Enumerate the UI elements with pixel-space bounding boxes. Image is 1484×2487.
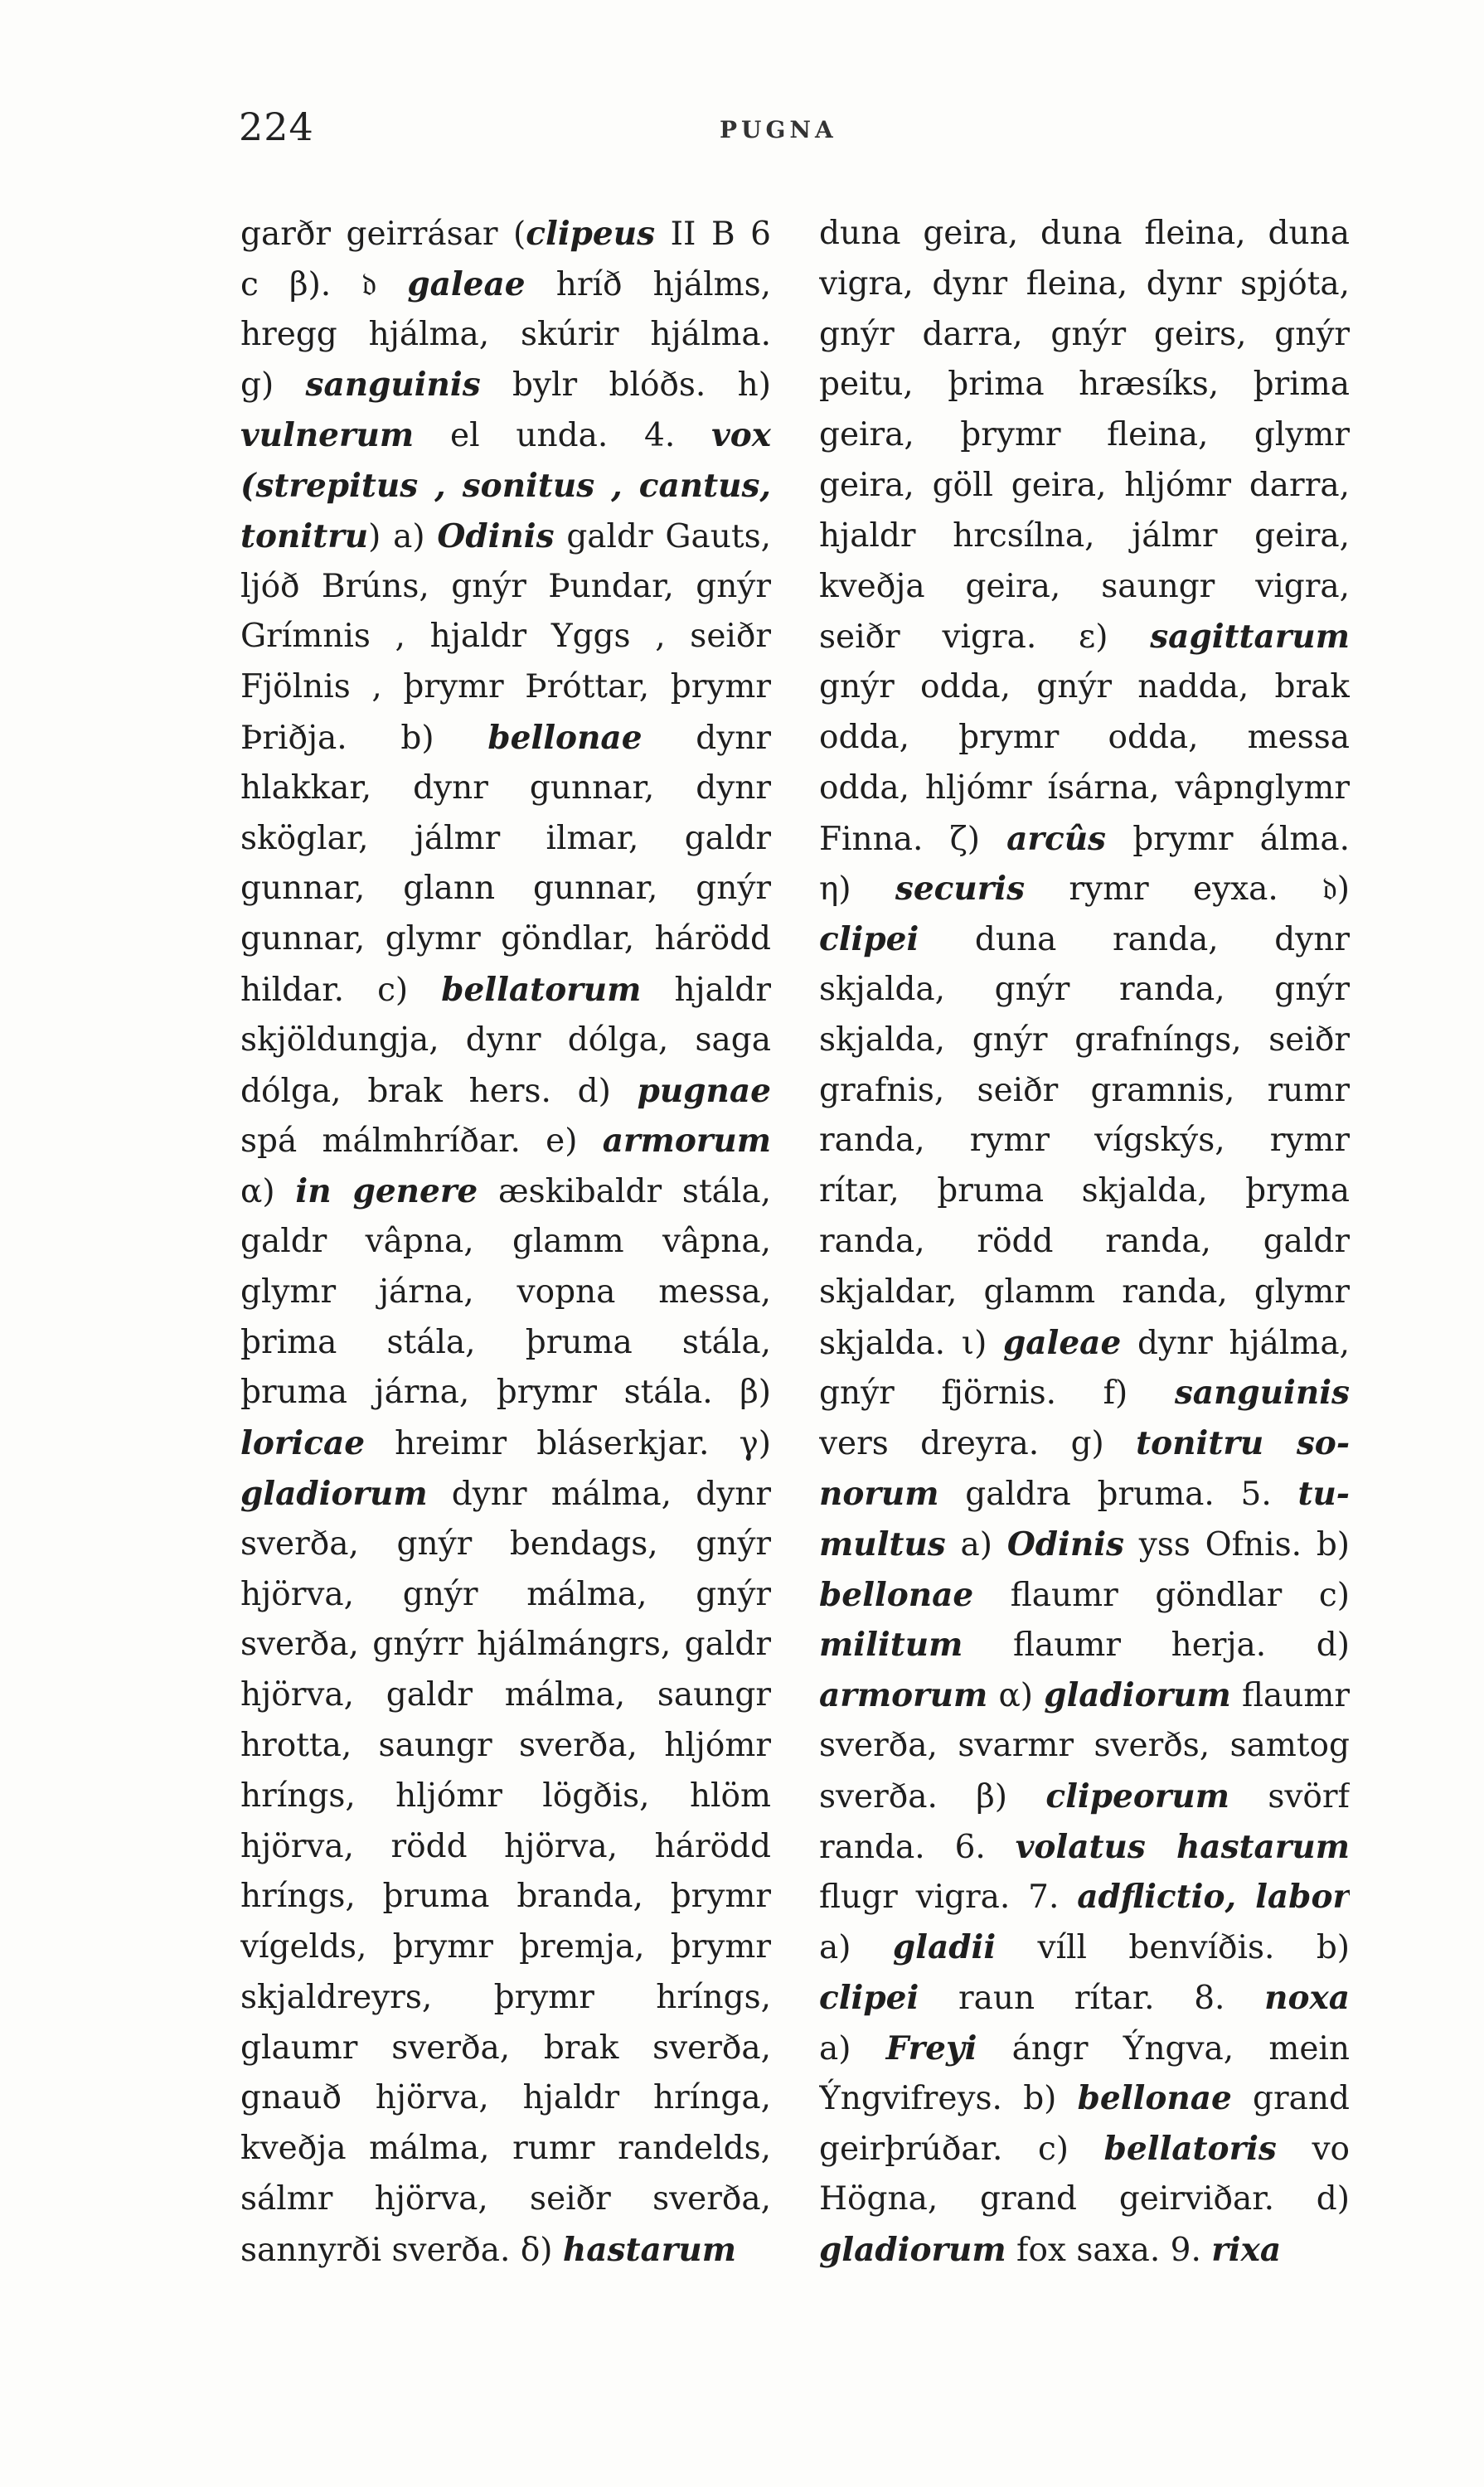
norse-text: vo bbox=[1276, 2131, 1350, 2169]
text-line bbox=[819, 1368, 1350, 1418]
norse-text: duna geira, duna fleina, duna bbox=[819, 215, 1350, 252]
text-line bbox=[819, 965, 1350, 1016]
norse-text: sverða. β) bbox=[819, 1777, 1046, 1816]
text-line bbox=[819, 1469, 1350, 1520]
norse-text: raun rítar. 8. bbox=[919, 1979, 1265, 2017]
norse-text: geira, þrymr fleina, glymr bbox=[819, 416, 1350, 454]
text-line bbox=[240, 1822, 771, 1873]
text-line bbox=[819, 914, 1350, 965]
norse-text: spá málmhríðar. e) bbox=[240, 1122, 603, 1161]
text-line bbox=[240, 713, 771, 764]
norse-text: þrima stála, þruma stála, bbox=[240, 1323, 771, 1361]
latin-term: in genere bbox=[295, 1172, 478, 1211]
norse-text: ) a) bbox=[368, 517, 438, 555]
norse-text: sverða, svarmr sverðs, samtog bbox=[819, 1726, 1350, 1764]
text-line bbox=[819, 1570, 1350, 1621]
text-line bbox=[240, 562, 771, 613]
norse-text: grafnis, seiðr gramnis, rumr bbox=[819, 1071, 1350, 1109]
latin-term: Odinis bbox=[437, 516, 555, 555]
text-line bbox=[240, 1922, 771, 1973]
text-line bbox=[819, 209, 1350, 259]
norse-text: skjalda. ι) bbox=[819, 1324, 1003, 1362]
norse-text: dynr málma, dynr bbox=[427, 1475, 771, 1513]
norse-text: randa, rödd randa, galdr bbox=[819, 1222, 1350, 1260]
latin-term: clipeorum bbox=[1045, 1777, 1230, 1816]
text-line bbox=[240, 259, 771, 310]
latin-term: gladiorum bbox=[240, 1474, 428, 1513]
latin-term: clipeus bbox=[526, 215, 656, 253]
norse-text: Fjölnis , þrymr Þróttar, þrymr bbox=[240, 668, 771, 706]
latin-term: multus bbox=[819, 1525, 946, 1563]
norse-text: η) bbox=[819, 870, 895, 909]
norse-text: sálmr hjörva, seiðr sverða, bbox=[240, 2180, 771, 2218]
latin-term: militum bbox=[819, 1626, 963, 1665]
text-line bbox=[819, 1520, 1350, 1570]
text-line bbox=[819, 562, 1350, 613]
norse-text: vígelds, þrymr þremja, þrymr bbox=[240, 1928, 771, 1966]
text-line bbox=[819, 2124, 1350, 2174]
latin-term: bellonae bbox=[1077, 2079, 1232, 2118]
latin-term: loricae bbox=[240, 1424, 366, 1463]
norse-text: Þriðja. b) bbox=[240, 719, 488, 757]
text-line bbox=[819, 2024, 1350, 2074]
latin-term: sanguinis bbox=[305, 366, 481, 405]
norse-text: glymr járna, vopna messa, bbox=[240, 1273, 771, 1311]
text-line bbox=[240, 1620, 771, 1670]
text-line bbox=[819, 1721, 1350, 1772]
text-line bbox=[819, 1217, 1350, 1268]
latin-term: gladii bbox=[892, 1928, 997, 1967]
running-head: PUGNA bbox=[720, 116, 837, 143]
text-line bbox=[819, 1973, 1350, 2024]
text-line bbox=[240, 511, 771, 562]
latin-term: securis bbox=[895, 870, 1026, 909]
text-line bbox=[819, 1066, 1350, 1117]
latin-term: rixa bbox=[1211, 2230, 1282, 2269]
norse-text: kveðja málma, rumr randelds, bbox=[240, 2130, 771, 2168]
text-line bbox=[819, 310, 1350, 361]
norse-text: rítar, þruma skjalda, þryma bbox=[819, 1172, 1350, 1210]
norse-text: yss Ofnis. b) bbox=[1124, 1525, 1350, 1563]
norse-text: gnýr odda, gnýr nadda, brak bbox=[819, 668, 1350, 706]
norse-text: sverða, gnýrr hjálmángrs, galdr bbox=[240, 1626, 771, 1664]
text-line bbox=[240, 1772, 771, 1822]
latin-term: clipei bbox=[819, 1978, 919, 2017]
norse-text: Finna. ζ) bbox=[819, 820, 1007, 858]
latin-term: armorum bbox=[602, 1122, 771, 1161]
text-line bbox=[240, 2174, 771, 2225]
text-line bbox=[819, 1116, 1350, 1166]
latin-term: vulnerum bbox=[240, 416, 415, 455]
text-line bbox=[819, 612, 1350, 662]
norse-text: galdr Gauts, bbox=[554, 517, 771, 555]
norse-text: fox saxa. 9. bbox=[1006, 2231, 1212, 2269]
text-line bbox=[240, 1318, 771, 1369]
norse-text: dólga, brak hers. d) bbox=[240, 1072, 638, 1110]
text-line bbox=[819, 814, 1350, 865]
norse-text: skjalda, gnýr randa, gnýr bbox=[819, 970, 1350, 1008]
norse-text: hjaldr bbox=[641, 971, 771, 1009]
text-line bbox=[240, 1066, 771, 1117]
latin-term: tonitru bbox=[240, 516, 369, 555]
norse-text: skjaldreyrs, þrymr hríngs, bbox=[240, 1978, 771, 2016]
norse-text: garðr geirrásar ( bbox=[240, 216, 526, 253]
norse-text: hjörva, gnýr málma, gnýr bbox=[240, 1575, 771, 1613]
norse-text: vers dreyra. g) bbox=[819, 1425, 1137, 1463]
norse-text: Ýngvifreys. b) bbox=[819, 2080, 1078, 2118]
norse-text: dynr bbox=[642, 719, 771, 757]
norse-text: dynr hjálma, bbox=[1121, 1324, 1350, 1362]
norse-text: gnauð hjörva, hjaldr hrínga, bbox=[240, 2079, 771, 2117]
norse-text: hjörva, rödd hjörva, hárödd bbox=[240, 1827, 771, 1865]
norse-text: galdr vâpna, glamm vâpna, bbox=[240, 1222, 771, 1260]
text-line bbox=[819, 2073, 1350, 2124]
norse-text: a) bbox=[819, 2029, 886, 2068]
norse-text: hríð hjálms, bbox=[525, 265, 771, 303]
norse-text: hjaldr hrcsílna, jálmr geira, bbox=[819, 516, 1350, 555]
latin-term: norum bbox=[819, 1474, 939, 1513]
text-line bbox=[819, 360, 1350, 410]
norse-text: þrymr álma. bbox=[1106, 820, 1350, 858]
text-line bbox=[240, 1116, 771, 1166]
text-line bbox=[240, 1520, 771, 1570]
text-line bbox=[240, 2024, 771, 2074]
latin-term: tonitru so- bbox=[1136, 1424, 1350, 1463]
norse-text: duna randa, dynr bbox=[919, 921, 1350, 959]
text-line bbox=[819, 1318, 1350, 1369]
text-column-left bbox=[240, 209, 771, 2276]
norse-text: ángr Ýngva, mein bbox=[977, 2029, 1350, 2068]
norse-text: hreimr bláserkjar. γ) bbox=[365, 1425, 771, 1463]
norse-text: gnýr fjörnis. f) bbox=[819, 1374, 1175, 1413]
norse-text: a) bbox=[819, 1929, 893, 1967]
norse-text: glaumr sverða, brak sverða, bbox=[240, 2029, 771, 2067]
text-line bbox=[819, 1872, 1350, 1922]
text-line bbox=[819, 2174, 1350, 2225]
text-line bbox=[240, 360, 771, 410]
norse-text: g) bbox=[240, 366, 306, 405]
norse-text: el unda. 4. bbox=[414, 417, 712, 455]
latin-term: noxa bbox=[1264, 1978, 1350, 2017]
text-line bbox=[819, 1670, 1350, 1721]
text-line bbox=[240, 1469, 771, 1520]
text-line bbox=[819, 1268, 1350, 1318]
norse-text: a) bbox=[945, 1525, 1007, 1563]
latin-term: bellonae bbox=[487, 718, 643, 757]
text-line bbox=[819, 410, 1350, 461]
norse-text: peitu, þrima hræsíks, þrima bbox=[819, 366, 1350, 404]
page-number: 224 bbox=[239, 104, 314, 149]
text-line bbox=[240, 1217, 771, 1268]
norse-text: víll benvíðis. b) bbox=[996, 1929, 1350, 1967]
norse-text: skjaldar, glamm randa, glymr bbox=[819, 1273, 1350, 1311]
text-line bbox=[240, 965, 771, 1016]
latin-term: volatus hastarum bbox=[1015, 1827, 1350, 1866]
latin-term: gladiorum bbox=[1044, 1676, 1231, 1715]
text-line bbox=[819, 864, 1350, 914]
norse-text: svörf bbox=[1229, 1777, 1350, 1816]
text-line bbox=[819, 1772, 1350, 1822]
text-line bbox=[240, 1973, 771, 2024]
latin-term: hastarum bbox=[562, 2230, 736, 2269]
text-line bbox=[819, 1922, 1350, 1973]
text-line bbox=[240, 612, 771, 662]
norse-text: kveðja geira, saungr vigra, bbox=[819, 567, 1350, 605]
latin-term: Freyi bbox=[885, 2029, 977, 2068]
text-line bbox=[819, 764, 1350, 814]
latin-term: armorum bbox=[819, 1676, 988, 1715]
text-line bbox=[240, 1016, 771, 1066]
text-line bbox=[819, 1166, 1350, 1217]
norse-text: hildar. c) bbox=[240, 971, 442, 1009]
text-line bbox=[240, 1721, 771, 1772]
norse-text: bylr blóðs. h) bbox=[480, 366, 771, 405]
norse-text: geirþrúðar. c) bbox=[819, 2131, 1104, 2169]
norse-text: hjörva, galdr málma, saungr bbox=[240, 1676, 771, 1714]
norse-text: II B 6 bbox=[655, 216, 771, 253]
norse-text: flaumr herja. d) bbox=[963, 1626, 1350, 1665]
text-line bbox=[240, 209, 771, 259]
latin-term: adflictio, labor bbox=[1077, 1878, 1350, 1917]
norse-text: flaumr bbox=[1230, 1677, 1350, 1715]
norse-text: Högna, grand geirviðar. d) bbox=[819, 2180, 1350, 2218]
norse-text: α) bbox=[240, 1173, 296, 1211]
text-line bbox=[819, 1418, 1350, 1469]
text-line bbox=[240, 2225, 771, 2276]
norse-text: sannyrði sverða. δ) bbox=[240, 2231, 563, 2269]
latin-term: galeae bbox=[407, 264, 526, 303]
norse-text: hrotta, saungr sverða, hljómr bbox=[240, 1726, 771, 1764]
text-line bbox=[819, 1822, 1350, 1873]
text-line bbox=[240, 1570, 771, 1621]
norse-text: rymr eyxa. 𝔡) bbox=[1025, 870, 1350, 909]
norse-text: grand bbox=[1231, 2080, 1350, 2118]
norse-text: sköglar, jálmr ilmar, galdr bbox=[240, 819, 771, 857]
norse-text: odda, þrymr odda, messa bbox=[819, 718, 1350, 756]
norse-text: geira, göll geira, hljómr darra, bbox=[819, 466, 1350, 504]
text-line bbox=[240, 764, 771, 814]
norse-text: galdra þruma. 5. bbox=[938, 1475, 1298, 1513]
text-line bbox=[819, 461, 1350, 511]
norse-text: ljóð Brúns, gnýr Þundar, gnýr bbox=[240, 567, 771, 605]
norse-text: skjalda, gnýr grafníngs, seiðr bbox=[819, 1020, 1350, 1059]
text-line bbox=[819, 2225, 1350, 2276]
norse-text: c β). 𝔡 bbox=[240, 265, 408, 303]
text-line bbox=[819, 713, 1350, 764]
norse-text: vigra, dynr fleina, dynr spjóta, bbox=[819, 264, 1350, 303]
text-line bbox=[240, 1268, 771, 1318]
text-line bbox=[240, 662, 771, 713]
text-line bbox=[240, 814, 771, 865]
text-line bbox=[819, 1620, 1350, 1670]
norse-text: gunnar, glann gunnar, gnýr bbox=[240, 870, 771, 908]
text-line bbox=[819, 511, 1350, 562]
latin-term: bellonae bbox=[819, 1575, 974, 1614]
latin-term: galeae bbox=[1003, 1323, 1122, 1362]
norse-text: hríngs, hljómr lögðis, hlöm bbox=[240, 1777, 771, 1815]
text-column-right bbox=[819, 209, 1350, 2276]
latin-term: sanguinis bbox=[1174, 1374, 1350, 1413]
norse-text: α) bbox=[987, 1677, 1045, 1715]
text-line bbox=[240, 864, 771, 914]
norse-text: hlakkar, dynr gunnar, dynr bbox=[240, 768, 771, 807]
text-line bbox=[819, 259, 1350, 310]
norse-text: sverða, gnýr bendags, gnýr bbox=[240, 1525, 771, 1563]
norse-text: gnýr darra, gnýr geirs, gnýr bbox=[819, 315, 1350, 353]
latin-term: gladiorum bbox=[819, 2230, 1006, 2269]
norse-text: flaumr göndlar c) bbox=[973, 1576, 1350, 1614]
norse-text: gunnar, glymr göndlar, hárödd bbox=[240, 920, 771, 958]
text-line bbox=[240, 1670, 771, 1721]
latin-term: (strepitus , sonitus , cantus, bbox=[240, 466, 771, 505]
norse-text: flugr vigra. 7. bbox=[819, 1879, 1078, 1917]
norse-text: þruma járna, þrymr stála. β) bbox=[240, 1374, 771, 1412]
text-line bbox=[240, 461, 771, 511]
text-line bbox=[240, 914, 771, 965]
text-line bbox=[240, 410, 771, 461]
text-line bbox=[240, 1872, 771, 1922]
norse-text: hregg hjálma, skúrir hjálma. bbox=[240, 315, 771, 353]
latin-term: bellatorum bbox=[441, 970, 642, 1009]
norse-text: Grímnis , hjaldr Yggs , seiðr bbox=[240, 618, 771, 656]
text-line bbox=[240, 1368, 771, 1418]
norse-text: hríngs, þruma branda, þrymr bbox=[240, 1878, 771, 1916]
text-line bbox=[819, 1016, 1350, 1066]
norse-text: skjöldungja, dynr dólga, saga bbox=[240, 1020, 771, 1059]
text-line bbox=[240, 1166, 771, 1217]
text-line bbox=[240, 310, 771, 361]
latin-term: bellatoris bbox=[1103, 2130, 1277, 2169]
norse-text: seiðr vigra. ε) bbox=[819, 618, 1151, 657]
text-line bbox=[240, 2124, 771, 2174]
norse-text: randa, rymr vígskýs, rymr bbox=[819, 1122, 1350, 1160]
text-line bbox=[240, 1418, 771, 1469]
norse-text: randa. 6. bbox=[819, 1828, 1016, 1866]
text-line bbox=[819, 662, 1350, 713]
latin-term: clipei bbox=[819, 920, 919, 959]
latin-term: Odinis bbox=[1006, 1525, 1124, 1563]
latin-term: arcûs bbox=[1006, 819, 1107, 858]
norse-text: æskibaldr stála, bbox=[478, 1173, 771, 1211]
latin-term: vox bbox=[711, 416, 771, 455]
norse-text: odda, hljómr ísárna, vâpnglymr bbox=[819, 768, 1350, 807]
latin-term: tu- bbox=[1297, 1474, 1350, 1513]
text-line bbox=[240, 2073, 771, 2124]
latin-term: sagittarum bbox=[1150, 618, 1350, 657]
latin-term: pugnae bbox=[637, 1071, 771, 1110]
